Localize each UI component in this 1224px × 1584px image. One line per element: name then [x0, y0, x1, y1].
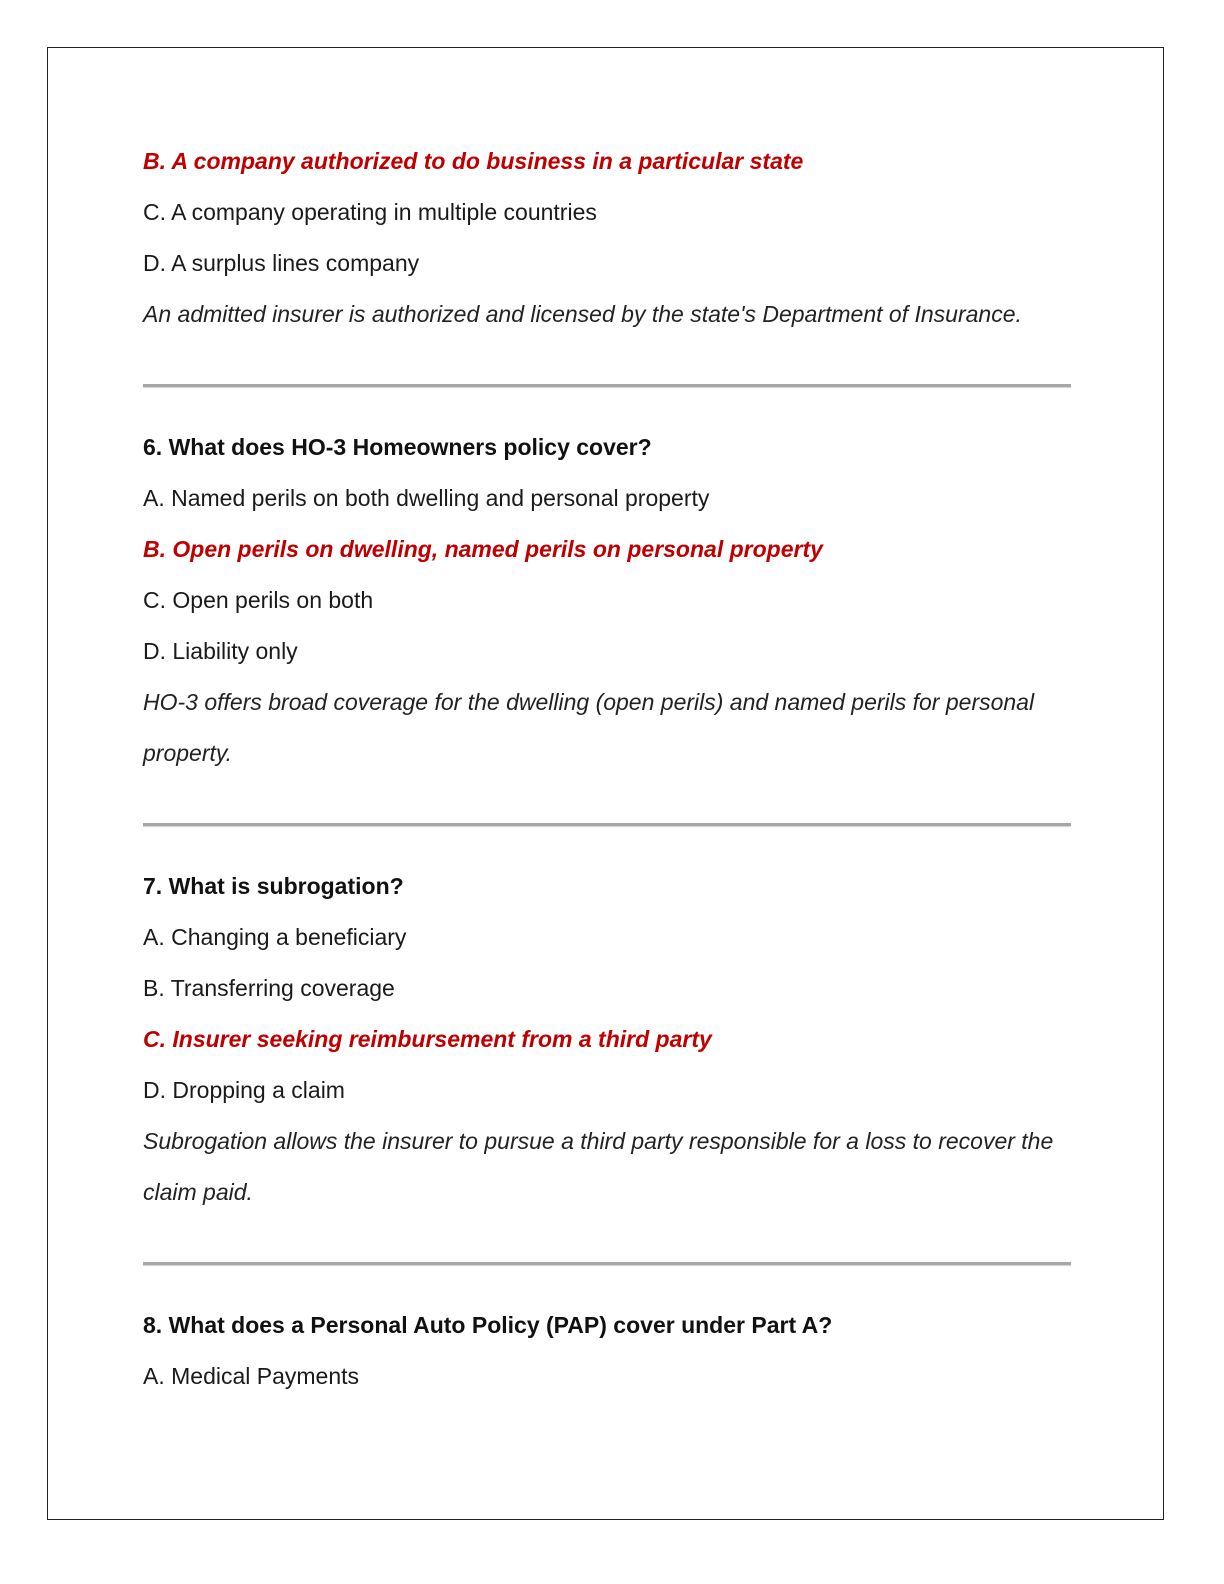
section-divider — [143, 823, 1071, 826]
correct-answer-option: C. Insurer seeking reimbursement from a third party — [143, 1026, 712, 1052]
question-text: 7. What is subrogation? — [143, 873, 404, 899]
answer-explanation: An admitted insurer is authorized and licensed by the state's Department of Insurance. — [143, 301, 1022, 327]
answer-option: D. Liability only — [143, 638, 298, 664]
answer-option: D. A surplus lines company — [143, 250, 420, 276]
question-7 — [143, 867, 1073, 1218]
section-divider — [143, 384, 1071, 387]
question-text: 8. What does a Personal Auto Policy (PAP) cover under Part A? — [143, 1312, 833, 1338]
answer-option: D. Dropping a claim — [143, 1077, 345, 1103]
correct-answer-option: B. A company authorized to do business in a particular state — [143, 148, 804, 174]
question-text: 6. What does HO-3 Homeowners policy cover? — [143, 434, 652, 460]
answer-option: A. Named perils on both dwelling and personal property — [143, 485, 710, 511]
answer-option: B. Transferring coverage — [143, 975, 395, 1001]
question-8 — [143, 1306, 1073, 1408]
answer-option: A. Changing a beneficiary — [143, 924, 407, 950]
section-divider — [143, 1262, 1071, 1265]
correct-answer-option: B. Open perils on dwelling, named perils on personal property — [143, 536, 823, 562]
question-6 — [143, 428, 1073, 779]
answer-option: A. Medical Payments — [143, 1363, 360, 1389]
question-5-continuation — [143, 142, 1073, 340]
answer-explanation: HO-3 offers broad coverage for the dwelling (open perils) and named perils for personal property. — [143, 689, 1035, 766]
document-content — [143, 142, 1073, 1408]
answer-explanation: Subrogation allows the insurer to pursue a third party responsible for a loss to recover the claim paid. — [143, 1128, 1054, 1205]
answer-option: C. Open perils on both — [143, 587, 374, 613]
answer-option: C. A company operating in multiple countries — [143, 199, 597, 225]
